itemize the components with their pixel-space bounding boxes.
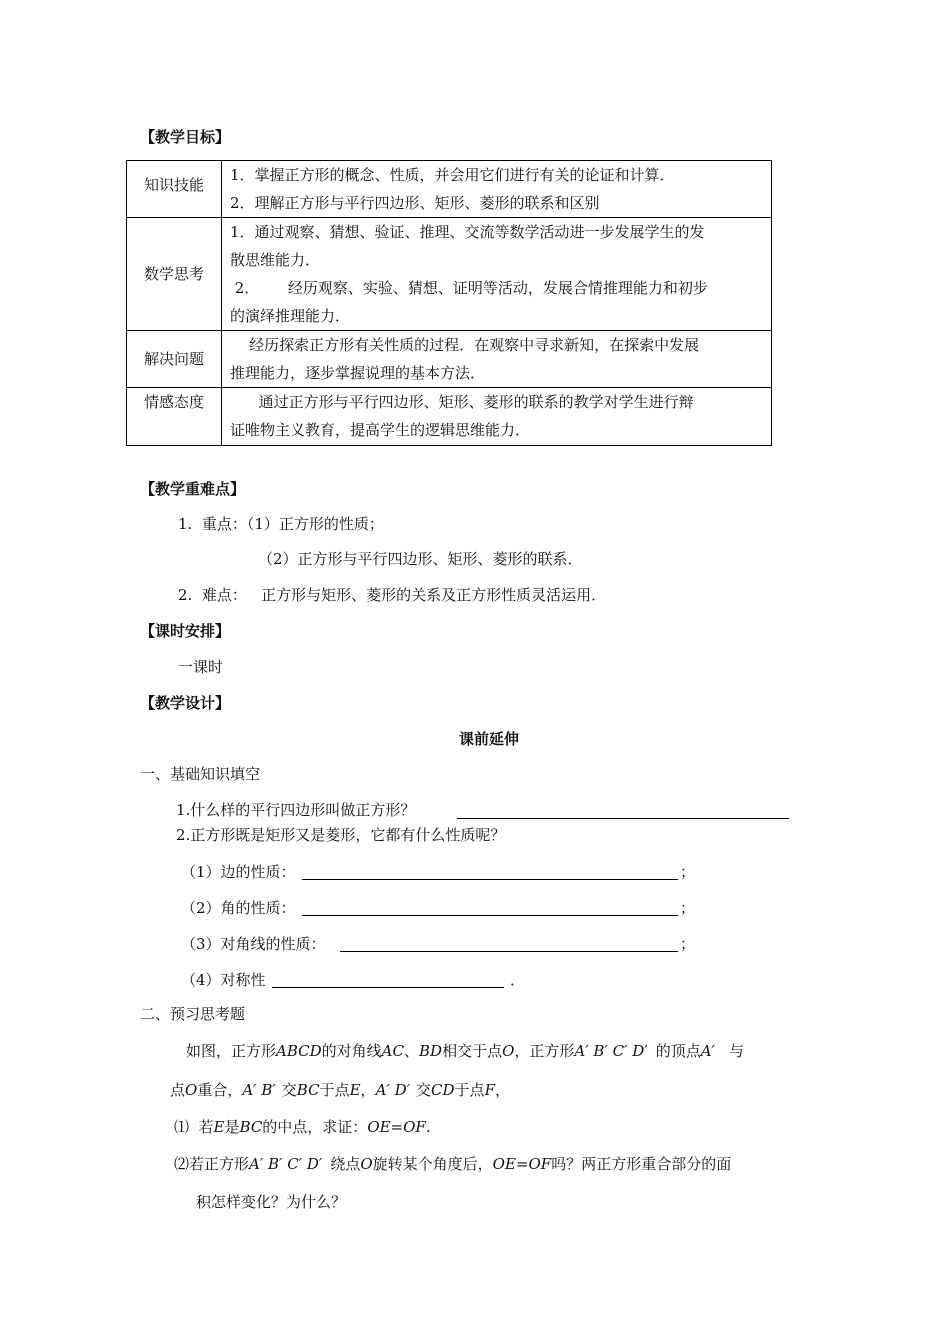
row-content [222,218,772,331]
content-line: 1．掌握正方形的概念、性质，并会用它们进行有关的论证和计算． [230,166,675,184]
content-line: 证唯物主义教育，提高学生的逻辑思维能力． [230,421,531,439]
part1-title: 一、基础知识填空 [140,765,261,783]
period: ． [510,971,526,989]
problem-line-2: 点O重合，A′ B′ 交BC于点E，A′ D′ 交CD于点F， [170,1081,510,1099]
table-row [127,388,772,446]
row-content [222,388,772,446]
objectives-table [126,160,772,446]
problem-line-1: 如图，正方形ABCD的对角线AC、BD相交于点O，正方形A′ B′ C′ D′ 的顶点A′ 与 [186,1042,744,1060]
blank-line [457,818,789,819]
key-points-heading: 【教学重难点】 [140,480,246,498]
blank-line [302,915,678,916]
content-line: 散思维能力． [230,251,321,269]
row-content [222,331,772,388]
blank-line [272,987,504,988]
row-content [222,161,772,218]
semicolon: ； [680,863,696,881]
schedule-heading: 【课时安排】 [140,622,231,640]
key-point-1: 1. 重点：（1）正方形的性质； [178,515,384,533]
problem-q2-cont: 积怎样变化？为什么？ [196,1193,347,1211]
content-line: 的演绎推理能力． [230,307,351,325]
row-label: 解决问题 [127,331,222,388]
sub-question-2: （2）角的性质： [181,899,296,917]
question-2: 2.正方形既是矩形又是菱形，它都有什么性质呢？ [176,826,506,844]
row-label: 情感态度 [127,388,222,446]
sub-question-3: （3）对角线的性质： [181,935,326,953]
row-label: 知识技能 [127,161,222,218]
question-1: 1.什么样的平行四边形叫做正方形？ [176,801,416,819]
table-row [127,161,772,218]
key-point-1b: （2）正方形与平行四边形、矩形、菱形的联系． [258,550,583,568]
content-line: 通过正方形与平行四边形、矩形、菱形的联系的教学对学生进行辩 [230,393,694,411]
table-row [127,218,772,331]
sub-question-4: （4）对称性 [181,971,266,989]
content-line: 推理能力，逐步掌握说理的基本方法． [230,364,486,382]
design-heading: 【教学设计】 [140,694,231,712]
objectives-heading: 【教学目标】 [140,128,231,146]
content-line: 2．理解正方形与平行四边形、矩形、菱形的联系和区别 [230,194,600,212]
problem-q2: ⑵若正方形A′ B′ C′ D′ 绕点O旋转某个角度后，OE=OF吗？两正方形重合部分的面 [174,1155,732,1173]
content-line: 1．通过观察、猜想、验证、推理、交流等数学活动进一步发展学生的发 [230,223,705,241]
sub-question-1: （1）边的性质： [181,863,296,881]
content-line: 经历探索正方形有关性质的过程．在观察中寻求新知，在探索中发展 [230,336,700,354]
semicolon: ； [680,899,696,917]
part2-title: 二、预习思考题 [140,1005,246,1023]
semicolon: ； [680,935,696,953]
table-row [127,331,772,388]
problem-q1: ⑴ 若E是BC的中点，求证：OE=OF. [174,1118,431,1136]
section-title: 课前延伸 [459,730,520,748]
blank-line [302,879,678,880]
schedule-text: 一课时 [178,658,224,676]
content-line: 2． 经历观察、实验、猜想、证明等活动，发展合情推理能力和初步 [230,279,708,297]
key-point-2: 2. 难点： 正方形与矩形、菱形的关系及正方形性质灵活运用． [178,586,607,604]
blank-line [340,951,678,952]
row-label: 数学思考 [127,218,222,331]
